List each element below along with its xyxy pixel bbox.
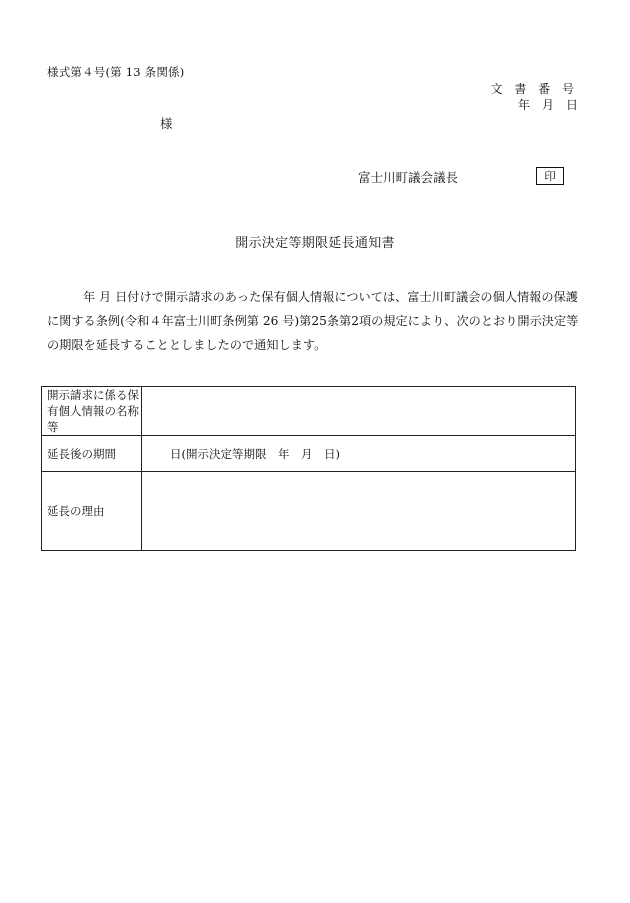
form-number: 様式第４号(第 13 条関係) — [47, 65, 185, 79]
extended-period-label: 延長後の期間 — [42, 436, 142, 472]
info-name-value — [142, 387, 576, 436]
info-name-label: 開示請求に係る保有個人情報の名称等 — [42, 387, 142, 436]
recipient-honorific: 様 — [160, 116, 173, 131]
body-paragraph: 年 月 日付けで開示請求のあった保有個人情報については、富士川町議会の個人情報の保護に関する条例(令和４年富士川町条例第 26 号)第25条第2項の規定により、次のとおり開示決定等の期限を延長することとしましたので通知します。 — [47, 290, 579, 352]
extension-reason-label: 延長の理由 — [42, 472, 142, 551]
extension-reason-value — [142, 472, 576, 551]
table-row-extended-period — [42, 436, 576, 472]
document-date-label: 年 月 日 — [517, 98, 578, 112]
extended-period-value: 日(開示決定等期限 年 月 日) — [142, 436, 576, 472]
seal-box: 印 — [536, 167, 564, 185]
info-table — [41, 386, 576, 551]
document-number-label: 文 書 番 号 — [490, 82, 578, 96]
table-row-extension-reason — [42, 472, 576, 551]
sender-name: 富士川町議会議長 — [358, 170, 459, 185]
table-row-info-name — [42, 387, 576, 436]
document-title: 開示決定等期限延長通知書 — [235, 236, 395, 251]
